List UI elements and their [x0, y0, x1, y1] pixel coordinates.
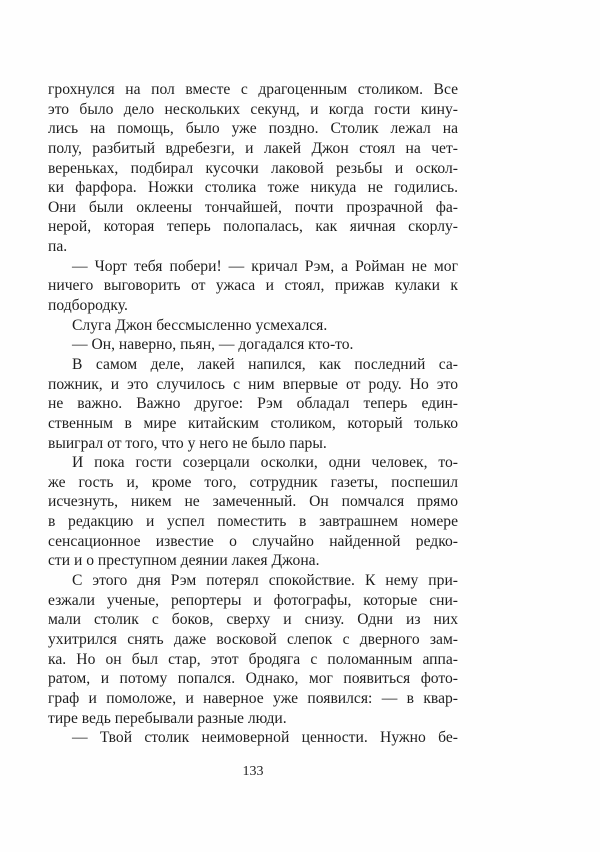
text-line: мали столик с боков, сверху и снизу. Одни из них [48, 611, 458, 629]
text-line: лись на помощь, было уже поздно. Столик лежал на [48, 120, 458, 138]
paragraph [48, 257, 458, 316]
paragraph [48, 728, 458, 748]
text-line: ственным в мире китайским столиком, который только [48, 414, 458, 432]
text-line: ухитрился снять даже восковой слепок с дверного зам- [48, 630, 458, 648]
text-line: Слуга Джон бессмысленно усмехался. [72, 316, 328, 334]
text-line: это было дело нескольких секунд, и когда гости кину- [48, 100, 458, 118]
page-number: 133 [242, 764, 264, 779]
text-line: подбородку. [48, 297, 128, 315]
text-line: езжали ученые, репортеры и фотографы, которые сни- [48, 591, 458, 609]
text-line: ка. Но он был стар, этот бродяга с поломанным аппа- [48, 650, 458, 668]
text-line: полу, разбитый вдребезги, и лакей Джон стоял на чет- [48, 139, 458, 157]
text-line: же гость и, кроме того, сотрудник газеты, поспешил [48, 473, 458, 491]
paragraph [48, 80, 458, 257]
text-line: С этого дня Рэм потерял спокойствие. К нему при- [72, 572, 458, 590]
text-line: Они были оклеены тончайшей, почти прозрачной фа- [48, 198, 458, 216]
text-line: не важно. Важно другое: Рэм обладал теперь един- [48, 395, 458, 413]
text-line: — Он, наверно, пьян, — догадался кто-то. [72, 336, 354, 354]
paragraph [48, 355, 458, 453]
text-line: сти и о преступном деянии лакея Джона. [48, 552, 320, 570]
text-line: ки фарфора. Ножки столика тоже никуда не годились. [48, 179, 458, 197]
text-line: пожник, и это случилось с ним впервые от роду. Но это [48, 375, 458, 393]
text-line: па. [48, 238, 68, 256]
text-line: граф и помоложе, и наверное уже появился: — в квар- [48, 689, 458, 707]
text-line: нерой, которая теперь полопалась, как яичная скорлу- [48, 218, 458, 236]
text-line: И пока гости созерцали осколки, одни человек, то- [72, 454, 458, 472]
text-line: — Твой столик неимоверной ценности. Нужно бе- [72, 729, 458, 747]
text-line: сенсационное известие о случайно найденной редко- [48, 532, 458, 550]
text-line: грохнулся на пол вместе с драгоценным столиком. Все [48, 81, 458, 98]
paragraph [48, 571, 458, 728]
text-line: тире ведь перебывали разные люди. [48, 709, 287, 727]
paragraph [48, 316, 458, 336]
text-line: вереньках, подбирал кусочки лаковой резьбы и оскол- [48, 159, 458, 177]
text-line: В самом деле, лакей напился, как последний са- [72, 355, 458, 373]
text-line: исчезнуть, никем не замеченный. Он помчался прямо [48, 493, 458, 511]
text-line: в редакцию и успел поместить в завтрашнем номере [48, 513, 458, 531]
paragraph [48, 453, 458, 571]
paragraph [48, 335, 458, 355]
body-text [48, 80, 458, 748]
text-line: выиграл от того, что у него не было пары. [48, 434, 327, 452]
text-line: ничего выговорить от ужаса и стоял, прижав кулаки к [48, 277, 458, 295]
text-line: ратом, и потому попался. Однако, мог появиться фото- [48, 670, 458, 688]
text-line: — Чорт тебя побери! — кричал Рэм, а Ройман не мог [72, 257, 458, 275]
